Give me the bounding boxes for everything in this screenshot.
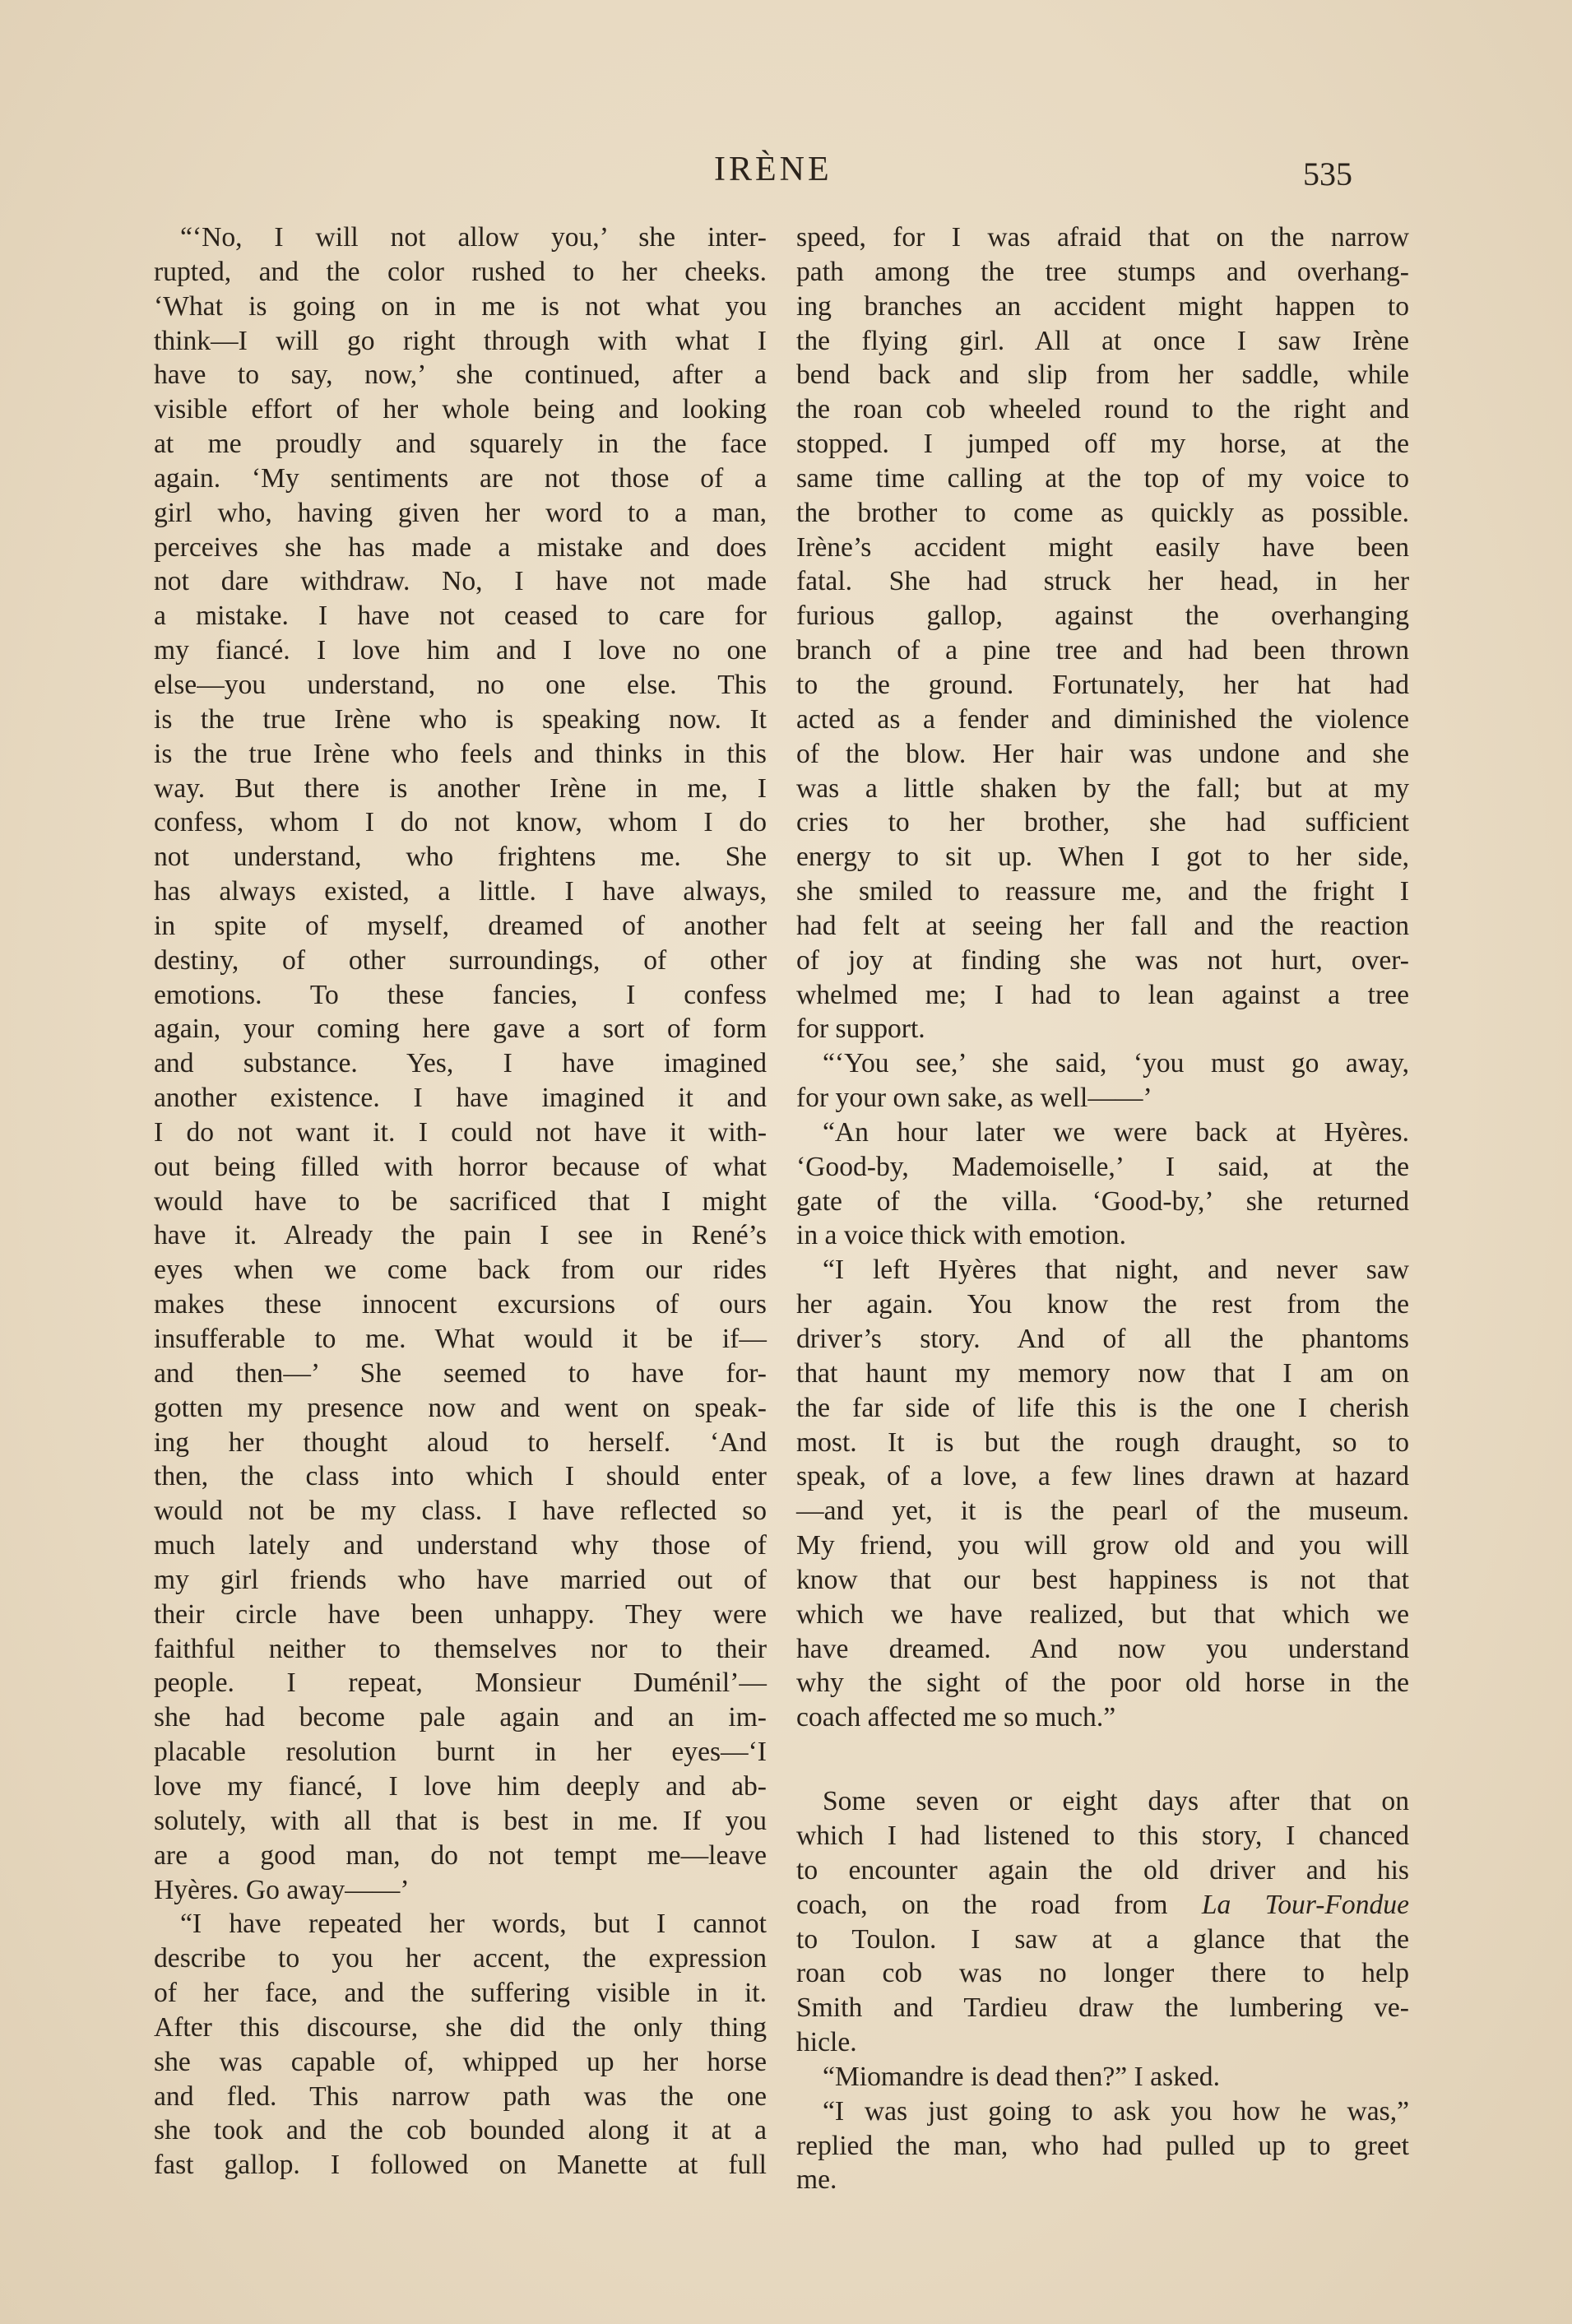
- text-line: I do not want it. I could not have it with-: [154, 1116, 767, 1148]
- text-line: and fled. This narrow path was the one: [154, 2080, 767, 2112]
- text-line: driver’s story. And of all the phantoms: [796, 1324, 1409, 1354]
- text-line: to encounter again the old driver and his: [796, 1854, 1409, 1886]
- text-line: roan cob was no longer there to help: [796, 1958, 1409, 1989]
- text-line: “I left Hyères that night, and never saw: [823, 1255, 1409, 1286]
- text-line: After this discourse, she did the only thing: [154, 2011, 767, 2043]
- text-line: “Miomandre is dead then?” I asked.: [823, 2061, 1220, 2092]
- text-line: know that our best happiness is not that: [796, 1564, 1409, 1595]
- right-text-column: [796, 220, 1409, 2197]
- text-line: insufferable to me. What would it be if—: [154, 1324, 767, 1354]
- text-line: have it. Already the pain I see in René’s: [154, 1220, 767, 1251]
- text-line: makes these innocent excursions of ours: [154, 1289, 767, 1320]
- text-line: ‘Good-by, Mademoiselle,’ I said, at the: [796, 1151, 1409, 1182]
- text-line: branch of a pine tree and had been thrown: [796, 635, 1409, 666]
- text-line: then, the class into which I should enter: [154, 1461, 767, 1492]
- text-line: in a voice thick with emotion.: [796, 1220, 1126, 1251]
- text-line: ing her thought aloud to herself. ‘And: [154, 1426, 767, 1458]
- page-number: 535: [1303, 155, 1352, 193]
- text-line: the far side of life this is the one I cherish: [796, 1392, 1409, 1423]
- text-line: out being filled with horror because of what: [154, 1151, 767, 1182]
- text-line: not dare withdraw. No, I have not made: [154, 566, 767, 597]
- text-line: had felt at seeing her fall and the reaction: [796, 910, 1409, 941]
- text-line: to Toulon. I saw at a glance that the: [796, 1923, 1409, 1955]
- text-line: emotions. To these fancies, I confess: [154, 979, 767, 1010]
- text-line: that haunt my memory now that I am on: [796, 1357, 1409, 1389]
- text-line: would have to be sacrificed that I might: [154, 1185, 767, 1217]
- text-line: she took and the cob bounded along it at a: [154, 2115, 767, 2146]
- text-line: [796, 1888, 1409, 1923]
- text-line: for your own sake, as well——’: [796, 1083, 1152, 1114]
- text-line: fast gallop. I followed on Manette at full: [154, 2150, 767, 2181]
- text-line: the flying girl. All at once I saw Irène: [796, 325, 1409, 356]
- text-line: have to say, now,’ she continued, after a: [154, 360, 767, 391]
- text-line: another existence. I have imagined it and: [154, 1083, 767, 1114]
- text-line: again, your coming here gave a sort of form: [154, 1014, 767, 1045]
- text-line: their circle have been unhappy. They were: [154, 1598, 767, 1630]
- text-line: to the ground. Fortunately, her hat had: [796, 669, 1409, 700]
- text-line: speed, for I was afraid that on the narrow: [796, 222, 1409, 253]
- text-line: placable resolution burnt in her eyes—‘I: [154, 1737, 767, 1768]
- text-line: which we have realized, but that which we: [796, 1598, 1409, 1630]
- text-line: way. But there is another Irène in me, I: [154, 772, 767, 804]
- text-line: eyes when we come back from our rides: [154, 1255, 767, 1286]
- text-line: faithful neither to themselves nor to their: [154, 1633, 767, 1664]
- text-line: not understand, who frightens me. She: [154, 842, 767, 873]
- text-line: My friend, you will grow old and you will: [796, 1530, 1409, 1561]
- text-line: else—you understand, no one else. This: [154, 669, 767, 700]
- section-break: [796, 1735, 1409, 1784]
- text-line: describe to you her accent, the expression: [154, 1943, 767, 1974]
- text-line: hicle.: [796, 2027, 857, 2058]
- text-line: girl who, having given her word to a man,: [154, 497, 767, 528]
- text-line: in spite of myself, dreamed of another: [154, 910, 767, 941]
- text-line: stopped. I jumped off my horse, at the: [796, 429, 1409, 460]
- text-line: most. It is but the rough draught, so to: [796, 1426, 1409, 1458]
- text-line: rupted, and the color rushed to her cheeks.: [154, 256, 767, 287]
- text-line: “I was just going to ask you how he was,”: [823, 2095, 1409, 2127]
- text-line: would not be my class. I have reflected so: [154, 1496, 767, 1527]
- text-line: and then—’ She seemed to have for-: [154, 1357, 767, 1389]
- text-line: of the blow. Her hair was undone and she: [796, 738, 1409, 769]
- text-line: have dreamed. And now you understand: [796, 1633, 1409, 1664]
- text-line: my fiancé. I love him and I love no one: [154, 635, 767, 666]
- text-line: think—I will go right through with what I: [154, 325, 767, 356]
- text-line: energy to sit up. When I got to her side,: [796, 842, 1409, 873]
- text-line: at me proudly and squarely in the face: [154, 429, 767, 460]
- text-segment: coach, on the road from: [796, 1889, 1202, 1920]
- text-line: fatal. She had struck her head, in her: [796, 566, 1409, 597]
- text-line: again. ‘My sentiments are not those of a: [154, 462, 767, 494]
- text-line: path among the tree stumps and overhang-: [796, 256, 1409, 287]
- text-line: and substance. Yes, I have imagined: [154, 1048, 767, 1079]
- text-line: perceives she has made a mistake and does: [154, 531, 767, 563]
- text-line: “‘You see,’ she said, ‘you must go away,: [823, 1048, 1409, 1079]
- text-line: —and yet, it is the pearl of the museum.: [796, 1496, 1409, 1527]
- text-line: “I have repeated her words, but I cannot: [180, 1909, 767, 1940]
- text-line: has always existed, a little. I have always,: [154, 876, 767, 907]
- text-line: the roan cob wheeled round to the right and: [796, 394, 1409, 425]
- text-line: was a little shaken by the fall; but at my: [796, 772, 1409, 804]
- text-line: visible effort of her whole being and looking: [154, 394, 767, 425]
- text-line: the brother to come as quickly as possible.: [796, 497, 1409, 528]
- text-line: furious gallop, against the overhanging: [796, 601, 1409, 632]
- text-line: ‘What is going on in me is not what you: [154, 290, 767, 322]
- text-line: love my fiancé, I love him deeply and ab-: [154, 1770, 767, 1802]
- text-line: is the true Irène who feels and thinks in this: [154, 738, 767, 769]
- text-line: people. I repeat, Monsieur Duménil’—: [154, 1668, 767, 1699]
- text-line: whelmed me; I had to lean against a tree: [796, 979, 1409, 1010]
- text-line: much lately and understand why those of: [154, 1530, 767, 1561]
- text-line: Smith and Tardieu draw the lumbering ve-: [796, 1992, 1409, 2024]
- text-line: ing branches an accident might happen to: [796, 290, 1409, 322]
- text-line: of joy at finding she was not hurt, over-: [796, 944, 1409, 976]
- text-line: Some seven or eight days after that on: [823, 1786, 1409, 1817]
- text-line: she smiled to reassure me, and the fright I: [796, 876, 1409, 907]
- text-line: bend back and slip from her saddle, while: [796, 360, 1409, 391]
- text-line: cries to her brother, she had sufficient: [796, 807, 1409, 838]
- text-line: “‘No, I will not allow you,’ she inter-: [180, 222, 767, 253]
- text-line: destiny, of other surroundings, of other: [154, 944, 767, 976]
- text-line: a mistake. I have not ceased to care for: [154, 601, 767, 632]
- text-line: solutely, with all that is best in me. If you: [154, 1805, 767, 1836]
- text-line: replied the man, who had pulled up to greet: [796, 2130, 1409, 2161]
- text-line: she was capable of, whipped up her horse: [154, 2046, 767, 2077]
- text-line: gate of the villa. ‘Good-by,’ she returned: [796, 1185, 1409, 1217]
- text-line: acted as a fender and diminished the violence: [796, 703, 1409, 735]
- text-line: my girl friends who have married out of: [154, 1564, 767, 1595]
- text-line: me.: [796, 2164, 837, 2196]
- text-line: Hyères. Go away——’: [154, 1874, 410, 1905]
- text-line: coach affected me so much.”: [796, 1702, 1116, 1733]
- text-line: are a good man, do not tempt me—leave: [154, 1839, 767, 1871]
- text-line: speak, of a love, a few lines drawn at hazard: [796, 1461, 1409, 1492]
- text-line: same time calling at the top of my voice to: [796, 462, 1409, 494]
- text-line: gotten my presence now and went on speak-: [154, 1392, 767, 1423]
- text-line: “An hour later we were back at Hyères.: [823, 1116, 1409, 1148]
- text-line: which I had listened to this story, I chanced: [796, 1820, 1409, 1851]
- text-line: confess, whom I do not know, whom I do: [154, 807, 767, 838]
- text-line: for support.: [796, 1014, 925, 1045]
- text-line: Irène’s accident might easily have been: [796, 531, 1409, 563]
- text-line: she had become pale again and an im-: [154, 1702, 767, 1733]
- text-line: of her face, and the suffering visible in it.: [154, 1978, 767, 2009]
- text-line: her again. You know the rest from the: [796, 1289, 1409, 1320]
- running-head-title: IRÈNE: [714, 151, 832, 188]
- left-text-column: [154, 220, 767, 2183]
- text-line: why the sight of the poor old horse in the: [796, 1668, 1409, 1699]
- italic-place-name: La Tour-Fondue: [1201, 1889, 1409, 1920]
- text-line: is the true Irène who is speaking now. It: [154, 703, 767, 735]
